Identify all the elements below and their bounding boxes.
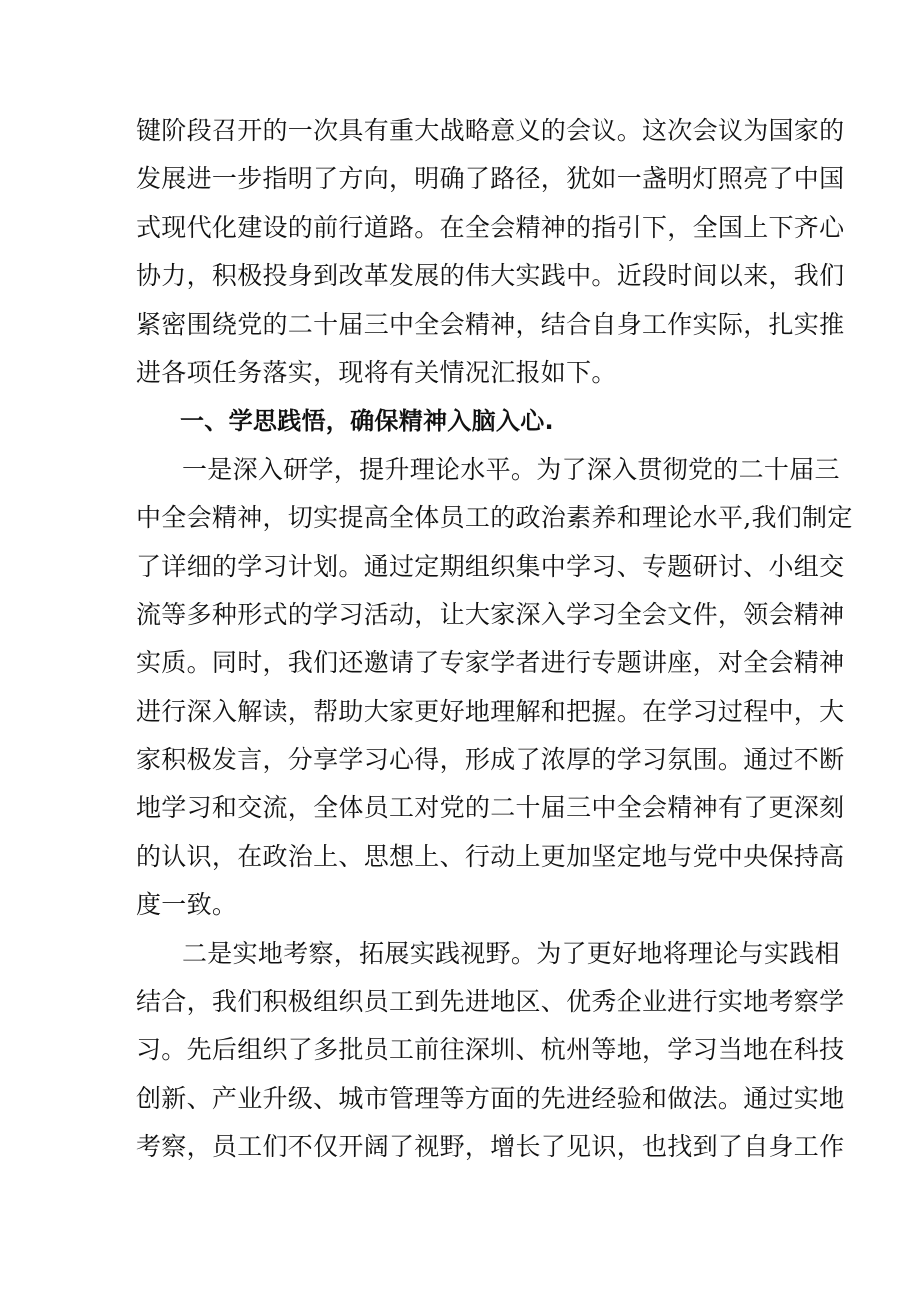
text-line: 的认识，在政治上、思想上、行动上更加坚定地与党中央保持高	[136, 841, 845, 871]
text-line: 进各项任务落实，现将有关情况汇报如下。	[136, 357, 617, 387]
text-line: 中全会精神，切实提高全体员工的政治素养和理论水平,我们制定	[136, 503, 853, 533]
text-line: 考察，员工们不仅开阔了视野，增长了见识，也找到了自身工作	[136, 1132, 845, 1162]
text-line: 进行深入解读，帮助大家更好地理解和把握。在学习过程中，大	[136, 696, 845, 726]
text-line: 流等多种形式的学习活动，让大家深入学习全会文件，领会精神	[136, 599, 845, 629]
text-line: 键阶段召开的一次具有重大战略意义的会议。这次会议为国家的	[136, 116, 845, 145]
section-heading: 一、学思践悟，确保精神入脑入心.	[180, 407, 554, 436]
text-line: 了详细的学习计划。通过定期组织集中学习、专题研讨、小组交	[136, 551, 845, 581]
text-line: 地学习和交流，全体员工对党的二十届三中全会精神有了更深刻	[136, 793, 845, 823]
text-line: 家积极发言，分享学习心得，形成了浓厚的学习氛围。通过不断	[136, 745, 845, 775]
text-line: 结合，我们积极组织员工到先进地区、优秀企业进行实地考察学	[136, 987, 845, 1017]
text-line: 发展进一步指明了方向，明确了路径，犹如一盏明灯照亮了中国	[136, 164, 845, 194]
text-line: 习。先后组织了多批员工前往深圳、杭州等地，学习当地在科技	[136, 1035, 845, 1065]
paragraph-first-line: 二是实地考察，拓展实践视野。为了更好地将理论与实践相	[182, 938, 840, 968]
document-body	[136, 107, 853, 1172]
text-line: 式现代化建设的前行道路。在全会精神的指引下，全国上下齐心	[136, 212, 845, 242]
text-line: 实质。同时，我们还邀请了专家学者进行专题讲座，对全会精神	[136, 648, 845, 678]
text-line: 创新、产业升级、城市管理等方面的先进经验和做法。通过实地	[136, 1083, 845, 1113]
paragraph-first-line: 一是深入研学，提升理论水平。为了深入贯彻党的二十届三	[182, 454, 840, 484]
text-line: 度一致。	[136, 890, 238, 920]
text-line: 紧密围绕党的二十届三中全会精神，结合自身工作实际，扎实推	[136, 309, 845, 339]
text-line: 协力，积极投身到改革发展的伟大实践中。近段时间以来，我们	[136, 261, 845, 291]
